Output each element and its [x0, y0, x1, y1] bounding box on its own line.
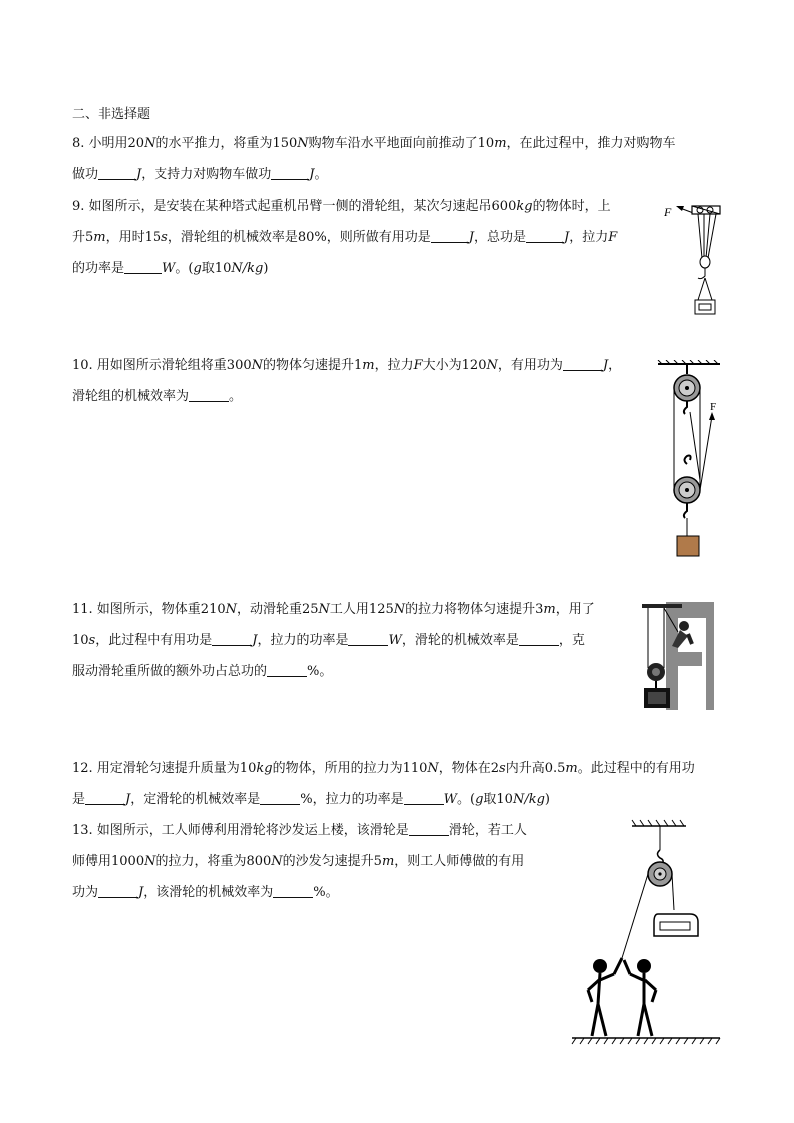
answer-blank[interactable]: [98, 883, 138, 898]
q9-line-3: 的功率是 W。(g取10N/kg): [72, 261, 269, 276]
question-9: [72, 191, 617, 284]
q11-line-1: 11. 如图所示，物体重210N，动滑轮重25N工人用125N的拉力将物体匀速提升3m，用了: [72, 602, 595, 617]
answer-blank[interactable]: [404, 790, 444, 805]
answer-blank[interactable]: [267, 662, 307, 677]
answer-blank[interactable]: [431, 228, 469, 243]
question-11: [72, 594, 595, 687]
answer-blank[interactable]: [260, 790, 300, 805]
q13-line-1: 13. 如图所示，工人师傅利用滑轮将沙发运上楼，该滑轮是 滑轮，若工人: [72, 823, 527, 838]
q9-line-1: 9. 如图所示，是安装在某种塔式起重机吊臂一侧的滑轮组，某次匀速起吊600kg的物体时，上: [72, 199, 611, 214]
answer-blank[interactable]: [271, 165, 309, 180]
question-10: [72, 350, 621, 412]
q8-line-2: 做功 J，支持力对购物车做功 J。: [72, 167, 328, 182]
section-title: 二、非选择题: [72, 107, 151, 122]
force-label-f: F: [664, 205, 672, 219]
pulley-block-figure: [652, 360, 732, 560]
answer-blank[interactable]: [563, 356, 603, 371]
question-8: [72, 128, 676, 190]
q10-line-1: 10. 用如图所示滑轮组将重300N的物体匀速提升1m，拉力F大小为120N，有用功为 J，: [72, 358, 622, 373]
answer-blank[interactable]: [98, 165, 136, 180]
answer-blank[interactable]: [409, 821, 449, 836]
q13-line-2: 师傅用1000N的拉力，将重为800N的沙发匀速提升5m，则工人师傅做的有用: [72, 854, 525, 869]
answer-blank[interactable]: [189, 387, 229, 402]
q8-line-1: 8. 小明用20N的水平推力，将重为150N购物车沿水平地面向前推动了10m，在此过程中，推力对购物车: [72, 136, 676, 151]
q11-line-3: 服动滑轮重所做的额外功占总功的 %。: [72, 664, 333, 679]
question-12: [72, 753, 695, 815]
answer-blank[interactable]: [519, 631, 559, 646]
q12-line-2: 是 J，定滑轮的机械效率是 %，拉力的功率是 W。(g取10N/kg): [72, 792, 550, 807]
answer-blank[interactable]: [85, 790, 125, 805]
question-13: [72, 815, 527, 908]
q11-line-2: 10s，此过程中有用功是 J，拉力的功率是 W，滑轮的机械效率是 ，克: [72, 633, 585, 648]
sofa-pulley-figure: [568, 818, 724, 1046]
crane-pulley-figure: [660, 196, 730, 318]
q10-line-2: 滑轮组的机械效率为 。: [72, 389, 243, 404]
answer-blank[interactable]: [526, 228, 564, 243]
answer-blank[interactable]: [348, 631, 388, 646]
q12-line-1: 12. 用定滑轮匀速提升质量为10kg的物体，所用的拉力为110N，物体在2s内升高0.5m。此过程中的有用功: [72, 761, 695, 776]
answer-blank[interactable]: [212, 631, 252, 646]
q9-line-2: 升5m，用时15s，滑轮组的机械效率是80%，则所做有用功是 J，总功是 J，拉力F: [72, 230, 618, 245]
worker-pulley-figure: [638, 600, 718, 712]
force-label-f: F: [710, 401, 717, 413]
answer-blank[interactable]: [124, 259, 162, 274]
answer-blank[interactable]: [273, 883, 313, 898]
q13-line-3: 功为 J，该滑轮的机械效率为 %。: [72, 885, 339, 900]
